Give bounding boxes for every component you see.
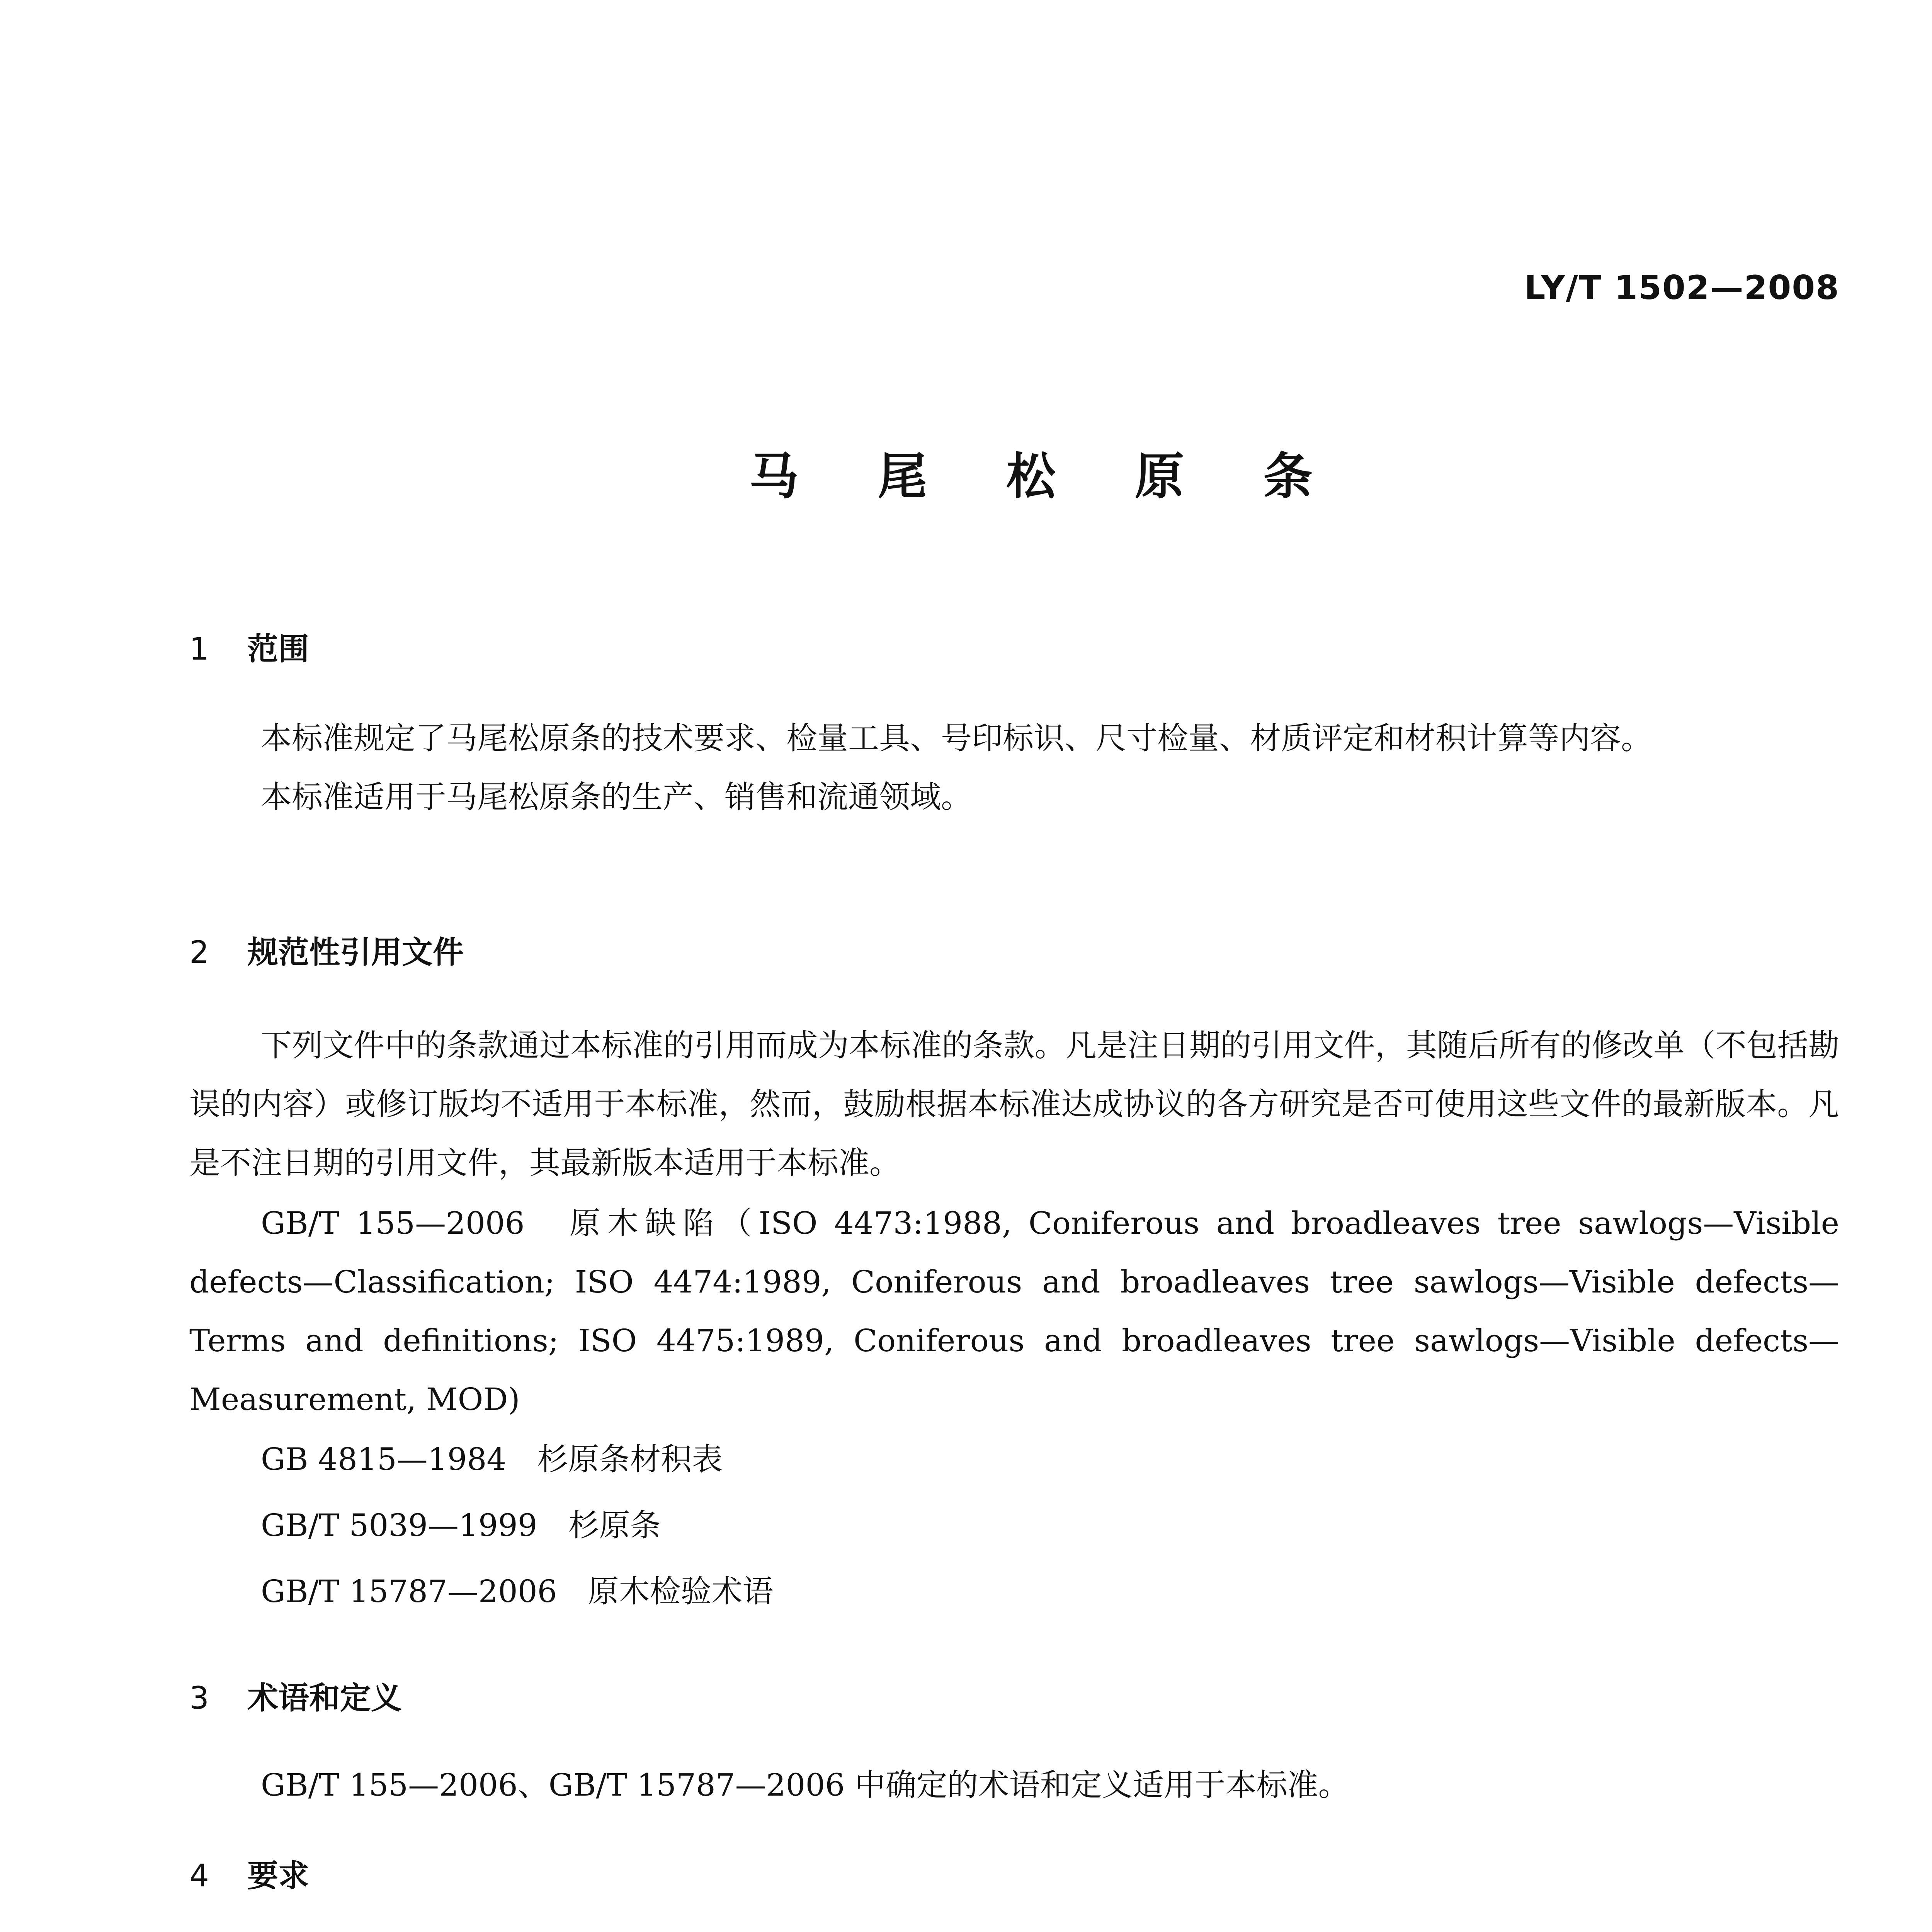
section-1-heading bbox=[189, 624, 1839, 668]
section-4 bbox=[189, 1851, 1839, 1895]
section-number: 2 bbox=[189, 934, 209, 970]
section-3-heading bbox=[189, 1673, 1839, 1718]
section-title: 范围 bbox=[247, 631, 309, 667]
paragraph: 本标准适用于马尾松原条的生产、销售和流通领域。 bbox=[261, 779, 972, 815]
reference-entry: GB/T 155—2006 原木缺陷（ISO 4473:1988, Coniferous and broadleaves tree sawlogs—Visible defects—Classification; ISO 4474:1989, Coniferous and broadleaves tree sawlogs—Visible defects—Terms and definitions; ISO 4475:1989, Coniferous and broadleaves tree sawlogs—Visible defects—Measurement, MOD) bbox=[189, 1205, 1839, 1417]
reference-entry: GB/T 15787—2006 原木检验术语 bbox=[261, 1573, 774, 1609]
section-number: 1 bbox=[189, 631, 209, 667]
section-2-heading bbox=[189, 927, 1839, 972]
section-title: 要求 bbox=[247, 1858, 309, 1894]
section-title: 规范性引用文件 bbox=[247, 934, 464, 970]
section-number: 4 bbox=[189, 1858, 209, 1894]
section-4-heading bbox=[189, 1851, 1839, 1895]
standard-code: LY/T 1502—2008 bbox=[1524, 269, 1840, 307]
section-1-body bbox=[189, 709, 1839, 827]
paragraph: 本标准规定了马尾松原条的技术要求、检量工具、号印标识、尺寸检量、材质评定和材积计算等内容。 bbox=[261, 720, 1652, 756]
section-2-body bbox=[189, 1016, 1839, 1611]
reference-entry: GB 4815—1984 杉原条材积表 bbox=[261, 1441, 723, 1477]
section-1 bbox=[189, 624, 1839, 668]
paragraph: 下列文件中的条款通过本标准的引用而成为本标准的条款。凡是注日期的引用文件，其随后所有的修改单（不包括勘误的内容）或修订版均不适用于本标准，然而，鼓励根据本标准达成协议的各方研究是否可使用这些文件的最新版本。凡是不注日期的引用文件，其最新版本适用于本标准。 bbox=[189, 1027, 1839, 1181]
section-3 bbox=[189, 1673, 1839, 1718]
document-title: 马 尾 松 原 条 bbox=[749, 448, 1344, 505]
reference-entry: GB/T 5039—1999 杉原条 bbox=[261, 1507, 661, 1543]
section-3-body bbox=[189, 1760, 1839, 1804]
section-title: 术语和定义 bbox=[247, 1680, 402, 1716]
section-number: 3 bbox=[189, 1680, 209, 1716]
paragraph: GB/T 155—2006、GB/T 15787—2006 中确定的术语和定义适用于本标准。 bbox=[261, 1767, 1349, 1803]
section-2 bbox=[189, 927, 1839, 972]
